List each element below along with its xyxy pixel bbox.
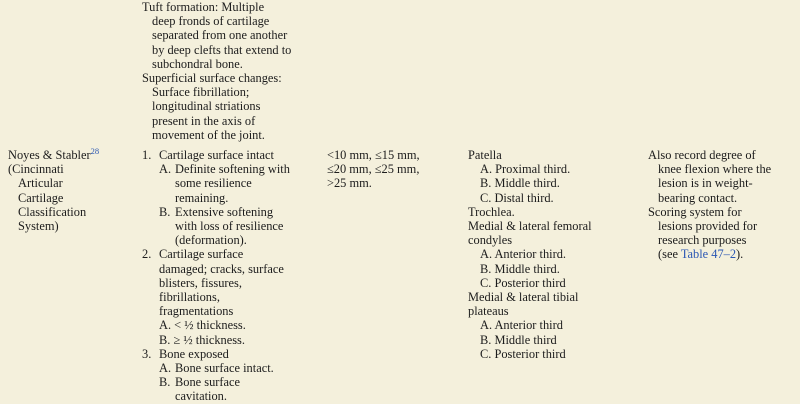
sizes-cell (327, 148, 457, 191)
size-line: >25 mm. (327, 176, 372, 191)
system-name: Noyes & Stabler (8, 148, 91, 162)
surface-line: present in the axis of (152, 113, 256, 128)
note-line-see (648, 247, 798, 261)
location-item: A. Proximal third. (480, 162, 571, 177)
system-line: System) (18, 219, 59, 234)
tuft-line: deep fronds of cartilage (152, 14, 270, 29)
location-heading: Medial & lateral tibial (468, 290, 579, 305)
grade-title: Cartilage surface intact (159, 148, 274, 162)
grade-line: fibrillations, (159, 290, 220, 305)
note-line: knee flexion where the (658, 162, 772, 177)
location-item: B. Middle third. (480, 176, 560, 191)
grade-3 (142, 347, 312, 361)
see-suffix: ). (736, 247, 744, 262)
sub-line: cavitation. (175, 389, 227, 404)
grade-2a: A. < ½ thickness. (159, 318, 246, 333)
location-item: B. Middle third. (480, 261, 560, 276)
grade-number: 3. (142, 346, 152, 361)
note-line: Also record degree of (648, 148, 756, 162)
surface-line: longitudinal striations (152, 99, 261, 114)
grade-2 (142, 247, 312, 318)
grade-3b (142, 375, 312, 403)
system-line: Articular (18, 176, 63, 191)
grades-cell (142, 148, 312, 404)
grade-line: fragmentations (159, 304, 234, 319)
sub-text (175, 375, 312, 403)
location-heading: Medial & lateral femoral (468, 219, 592, 234)
sub-line: (deformation). (175, 233, 247, 248)
tuft-line: separated from one another (152, 28, 288, 43)
tuft-line: subchondral bone. (152, 56, 243, 71)
note-line: bearing contact. (658, 190, 738, 205)
sub-line: with loss of resilience (175, 219, 284, 234)
sub-line: Definite softening with (175, 162, 290, 177)
grade-line: Cartilage surface (159, 247, 244, 262)
system-cell (8, 148, 126, 233)
note-line: lesions provided for (658, 219, 758, 234)
location-item: C. Distal third. (480, 190, 554, 205)
grade-2b: B. ≥ ½ thickness. (159, 332, 245, 347)
location-heading: Patella (468, 148, 502, 162)
note-line: research purposes (658, 233, 747, 248)
grade-number: 2. (142, 247, 152, 262)
sub-line: Bone surface (175, 375, 241, 390)
surface-line: movement of the joint. (152, 127, 265, 142)
sub-letter: B. (159, 204, 171, 219)
system-line: Classification (18, 204, 87, 219)
system-line: (Cincinnati (8, 162, 64, 177)
grade-title (159, 247, 312, 318)
see-prefix: (see (658, 247, 681, 262)
location-heading: plateaus (468, 304, 509, 319)
sub-letter: A. (159, 162, 172, 177)
sub-line: remaining. (175, 190, 229, 205)
grade-1b (142, 205, 312, 248)
sub-text (175, 205, 312, 248)
size-line: ≤20 mm, ≤25 mm, (327, 162, 420, 177)
grade-1a (142, 162, 312, 205)
grade-title: Bone exposed (159, 346, 229, 361)
sub-line: some resilience (175, 176, 252, 191)
table-link[interactable]: Table 47–2 (680, 247, 737, 262)
grade-line: damaged; cracks, surface (159, 261, 284, 276)
note-line: Scoring system for (648, 204, 742, 219)
sub-line: Extensive softening (175, 204, 274, 219)
size-line: <10 mm, ≤15 mm, (327, 148, 420, 162)
location-item: B. Middle third (480, 332, 557, 347)
tuft-title: Tuft formation: Multiple (142, 0, 265, 14)
system-line: Cartilage (18, 190, 64, 205)
note-line: lesion is in weight- (658, 176, 753, 191)
sub-letter: B. (159, 375, 171, 390)
location-heading: Trochlea. (468, 204, 515, 219)
location-heading: condyles (468, 233, 513, 248)
locations-cell (468, 148, 638, 361)
surface-line: Surface fibrillation; (152, 85, 250, 100)
location-item: C. Posterior third (480, 275, 566, 290)
grade-line: blisters, fissures, (159, 275, 242, 290)
sub-letter: A. (159, 361, 172, 376)
surface-title: Superficial surface changes: (142, 71, 282, 86)
notes-cell (648, 148, 798, 262)
continued-cell (142, 0, 312, 142)
grade-number: 1. (142, 148, 152, 162)
location-item: A. Anterior third. (480, 247, 567, 262)
sub-text: Bone surface intact. (175, 361, 274, 376)
location-item: C. Posterior third (480, 346, 566, 361)
reference-link[interactable]: 28 (90, 146, 100, 156)
grade-1 (142, 148, 312, 162)
sub-text (175, 162, 312, 205)
location-item: A. Anterior third (480, 318, 563, 333)
system-name-line (8, 148, 126, 162)
grade-3a (142, 361, 312, 375)
tuft-line: by deep clefts that extend to (152, 42, 292, 57)
